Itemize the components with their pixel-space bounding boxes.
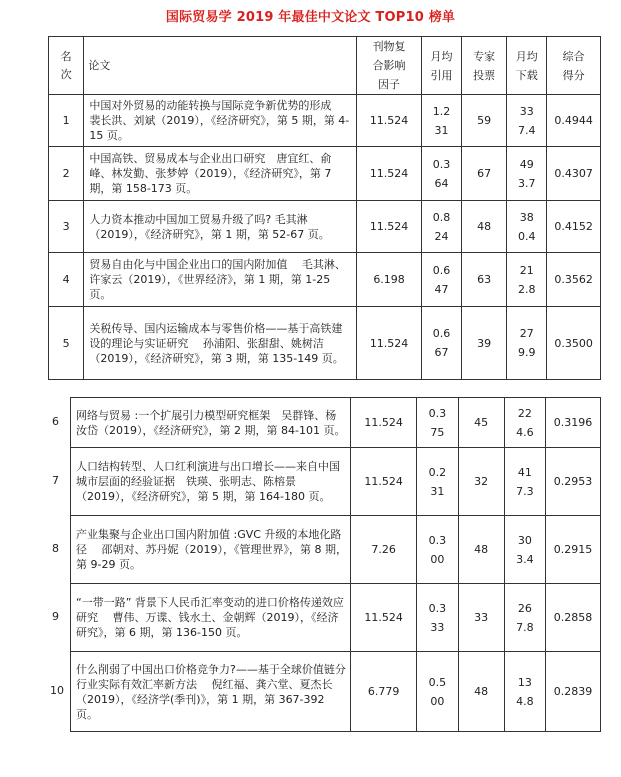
table-body-part-1: [49, 95, 601, 380]
impact-cell: 7.26: [351, 516, 417, 584]
table-header-row: [49, 37, 601, 95]
download-cell-value: 279.9: [517, 327, 536, 359]
download-cell-value: 380.4: [517, 210, 536, 243]
header-score: 综合得分: [547, 37, 601, 95]
score-cell: 0.2953: [546, 448, 601, 516]
vote-cell: 48: [462, 201, 507, 253]
rank-label: 10: [50, 683, 64, 697]
rank-cell: 1: [49, 95, 84, 147]
cite-cell: [421, 253, 461, 307]
header-cite: 月均引用: [421, 37, 461, 95]
impact-cell: 11.524: [357, 147, 422, 201]
ranking-table-part-1: [48, 36, 601, 380]
impact-cell: 11.524: [357, 307, 422, 380]
vote-cell: 32: [458, 448, 504, 516]
table-row: [49, 201, 601, 253]
download-cell: [507, 201, 547, 253]
paper-cell: 什么削弱了中国出口价格竞争力?——基于全球价值链分行业实际有效汇率新方法 倪红福、龚六堂、夏杰长（2019），《经济学(季刊)》，第 1 期，第 367-392 页。: [71, 652, 351, 732]
download-cell: [504, 584, 545, 652]
cite-cell-value: 0.375: [428, 406, 447, 439]
table-row: [49, 307, 601, 380]
cite-cell-value: 0.500: [428, 675, 447, 708]
score-cell: 0.3562: [547, 253, 601, 307]
table-body-part-2: [71, 398, 601, 732]
paper-cell: 中国对外贸易的动能转换与国际竞争新优势的形成 裴长洪、刘斌（2019），《经济研究》，第 5 期，第 4-15 页。: [84, 95, 357, 147]
rank-cell: 4: [49, 253, 84, 307]
cite-cell: [421, 307, 461, 380]
table-row: [49, 253, 601, 307]
cite-cell: [417, 448, 458, 516]
rank-label: 9: [52, 609, 59, 623]
cite-cell: [421, 95, 461, 147]
vote-cell: 39: [462, 307, 507, 380]
cite-cell: [417, 516, 458, 584]
download-cell-value: 212.8: [517, 263, 536, 296]
cite-cell-value: 0.300: [428, 533, 447, 566]
download-cell: [507, 307, 547, 380]
table-row: [49, 95, 601, 147]
paper-cell: 人力资本推动中国加工贸易升级了吗? 毛其淋（2019），《经济研究》，第 1 期，第 52-67 页。: [84, 201, 357, 253]
cite-cell: [417, 584, 458, 652]
download-cell: [504, 652, 545, 732]
header-paper: 论文: [84, 37, 357, 95]
download-cell-value: 337.4: [517, 104, 536, 137]
header-vote: 专家投票: [462, 37, 507, 95]
impact-cell: 11.524: [357, 201, 422, 253]
cite-cell: [421, 201, 461, 253]
vote-cell: 45: [458, 398, 504, 448]
vote-cell: 59: [462, 95, 507, 147]
download-cell: [507, 253, 547, 307]
vote-cell: 67: [462, 147, 507, 201]
download-cell-value: 303.4: [516, 533, 534, 566]
cite-cell-value: 1.231: [432, 104, 451, 137]
paper-cell: 人口结构转型、人口红利演进与出口增长——来自中国城市层面的经验证据 铁瑛、张明志、陈榕景（2019），《经济研究》，第 5 期，第 164-180 页。: [71, 448, 351, 516]
table-row: [71, 398, 601, 448]
cite-cell: [417, 398, 458, 448]
download-cell-value: 134.8: [516, 675, 534, 708]
cite-cell-value: 0.647: [432, 263, 451, 296]
paper-cell: 网络与贸易 :一个扩展引力模型研究框架 吴群锋、杨汝岱（2019），《经济研究》，第 2 期，第 84-101 页。: [71, 398, 351, 448]
impact-cell: 6.779: [351, 652, 417, 732]
impact-cell: 11.524: [357, 95, 422, 147]
ranking-table-part-2: [70, 397, 601, 732]
rank-label: 6: [52, 414, 59, 428]
page-title: 国际贸易学 2019 年最佳中文论文 TOP10 榜单: [165, 10, 456, 25]
impact-cell: 11.524: [351, 584, 417, 652]
score-cell: 0.4152: [547, 201, 601, 253]
header-download: 月均下载: [507, 37, 547, 95]
paper-cell: 关税传导、国内运输成本与零售价格——基于高铁建设的理论与实证研究 孙浦阳、张甜甜、姚树洁（2019），《经济研究》，第 3 期，第 135-149 页。: [84, 307, 357, 380]
rank-label: 7: [52, 473, 59, 487]
score-cell: 0.2839: [546, 652, 601, 732]
table-row: [71, 584, 601, 652]
impact-cell: 6.198: [357, 253, 422, 307]
impact-cell: 11.524: [351, 398, 417, 448]
cite-cell-value: 0.333: [428, 601, 447, 634]
paper-cell: 产业集聚与企业出口国内附加值 :GVC 升级的本地化路径 邵朝对、苏丹妮（2019），《管理世界》，第 8 期，第 9-29 页。: [71, 516, 351, 584]
score-cell: 0.3500: [547, 307, 601, 380]
download-cell: [507, 95, 547, 147]
download-cell-value: 493.7: [517, 157, 536, 190]
score-cell: 0.4944: [547, 95, 601, 147]
download-cell: [507, 147, 547, 201]
cite-cell: [421, 147, 461, 201]
cite-cell-value: 0.364: [432, 157, 451, 190]
download-cell: [504, 398, 545, 448]
paper-cell: 贸易自由化与中国企业出口的国内附加值 毛其淋、许家云（2019），《世界经济》，第 1 期，第 1-25 页。: [84, 253, 357, 307]
impact-cell: 11.524: [351, 448, 417, 516]
table-row: [71, 652, 601, 732]
download-cell: [504, 448, 545, 516]
table-row: [71, 516, 601, 584]
rank-cell: 5: [49, 307, 84, 380]
rank-label: 8: [52, 541, 59, 555]
vote-cell: 48: [458, 516, 504, 584]
score-cell: 0.2858: [546, 584, 601, 652]
rank-cell: 2: [49, 147, 84, 201]
cite-cell-value: 0.667: [432, 327, 451, 359]
rank-cell: 3: [49, 201, 84, 253]
vote-cell: 48: [458, 652, 504, 732]
vote-cell: 63: [462, 253, 507, 307]
cite-cell-value: 0.231: [428, 465, 447, 498]
table-row: [71, 448, 601, 516]
header-impact: 刊物复合影响因子: [357, 37, 422, 95]
paper-cell: 中国高铁、贸易成本与企业出口研究 唐宜红、俞峰、林发勤、张梦婷（2019），《经济研究》，第 7 期，第 158-173 页。: [84, 147, 357, 201]
header-rank: 名次: [49, 37, 84, 95]
score-cell: 0.3196: [546, 398, 601, 448]
score-cell: 0.2915: [546, 516, 601, 584]
cite-cell: [417, 652, 458, 732]
score-cell: 0.4307: [547, 147, 601, 201]
vote-cell: 33: [458, 584, 504, 652]
download-cell: [504, 516, 545, 584]
download-cell-value: 224.6: [516, 406, 534, 439]
paper-cell: “一带一路” 背景下人民币汇率变动的进口价格传递效应研究 曹伟、万谍、钱水土、金朝辉（2019），《经济研究》，第 6 期，第 136-150 页。: [71, 584, 351, 652]
download-cell-value: 417.3: [516, 465, 534, 498]
cite-cell-value: 0.824: [432, 210, 451, 243]
table-row: [49, 147, 601, 201]
download-cell-value: 267.8: [516, 601, 534, 634]
